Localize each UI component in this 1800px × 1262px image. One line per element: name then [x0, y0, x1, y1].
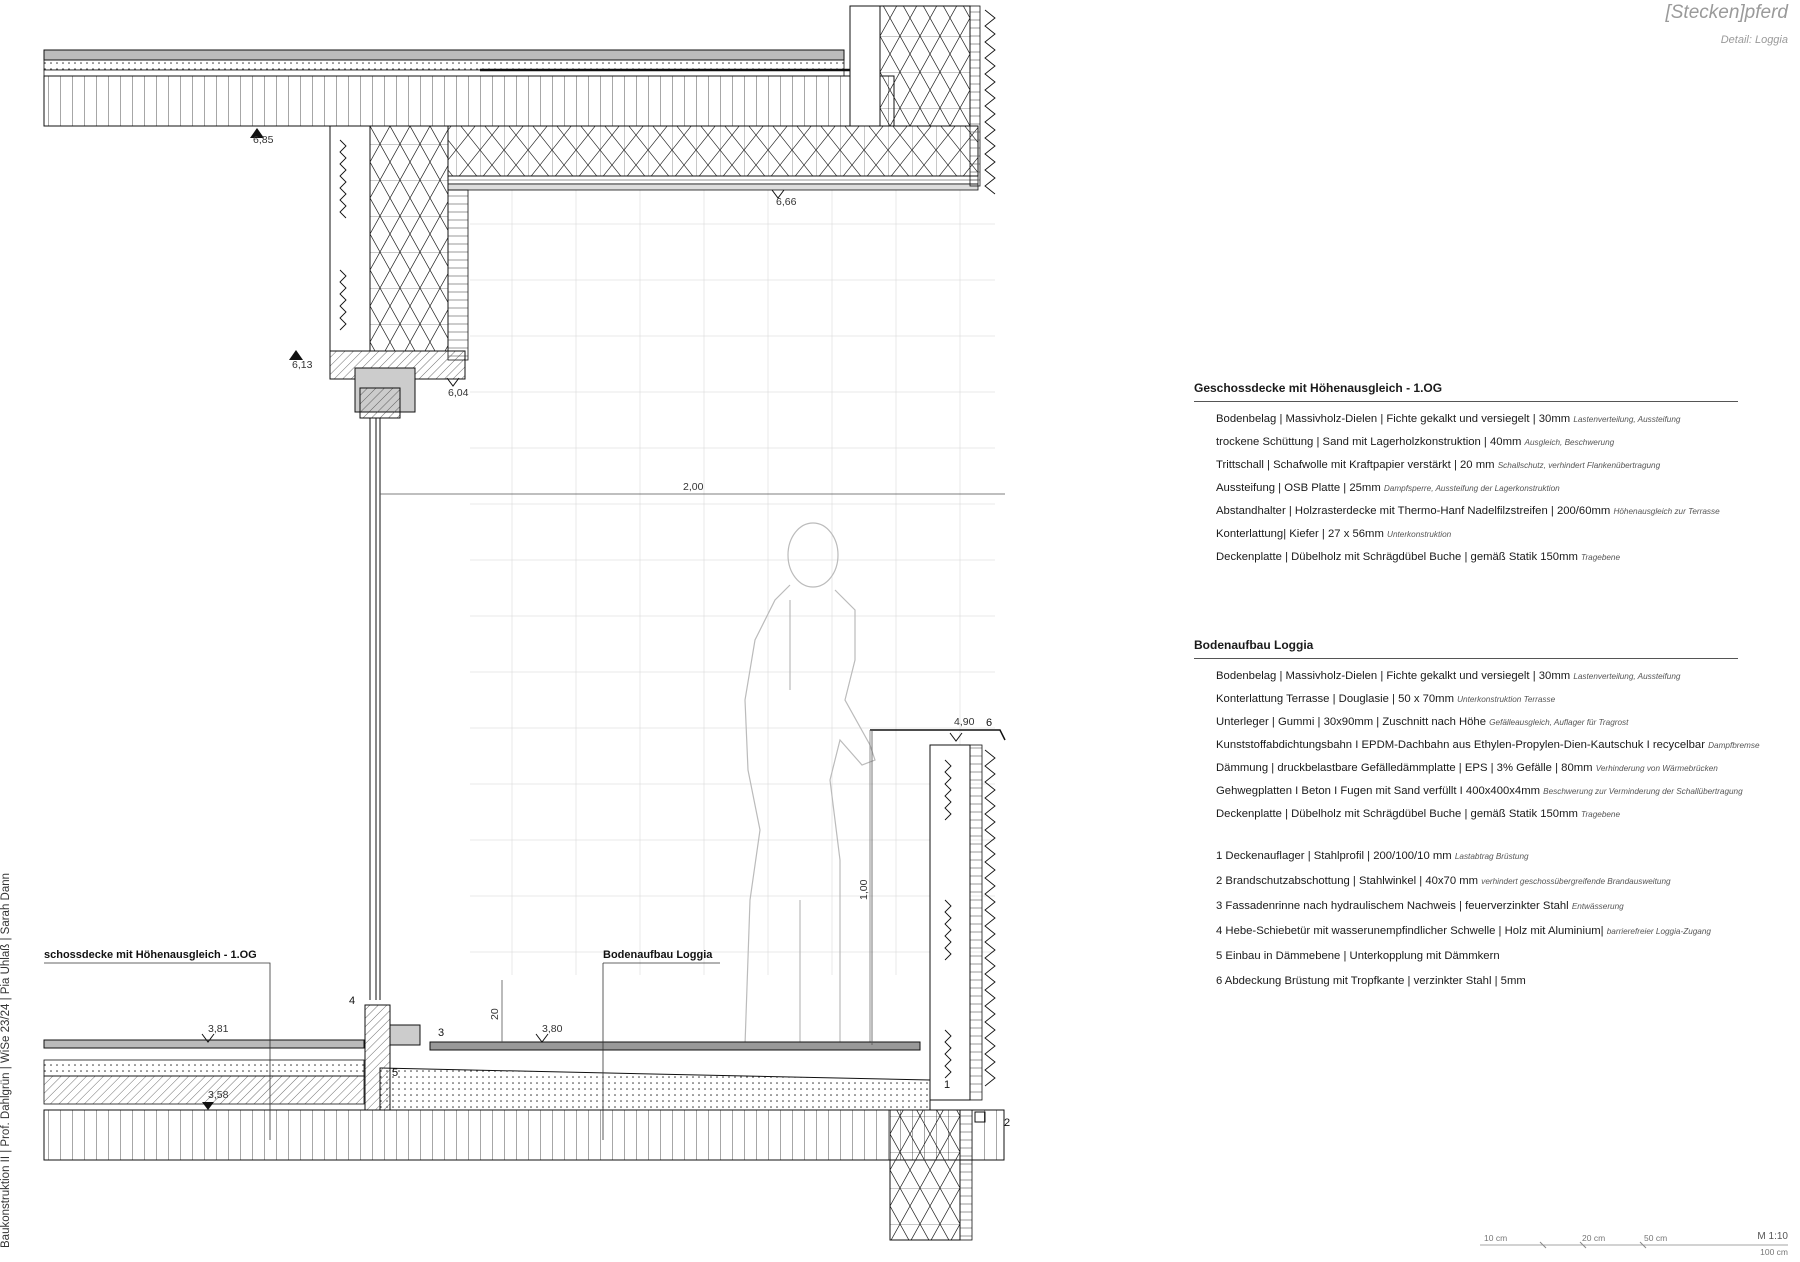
spec-loggia-floor — [1194, 638, 1760, 826]
svg-text:3,80: 3,80 — [542, 1023, 563, 1035]
svg-text:6,04: 6,04 — [448, 387, 469, 399]
spec-row: Gehwegplatten I Beton I Fugen mit Sand verfüllt I 400x400x4mm Beschwerung zur Verminderung der Schallübertragung — [1216, 785, 1743, 797]
level-marker-6-13 — [289, 350, 313, 371]
callout-2: 2 — [1004, 1117, 1010, 1129]
legend-item: 3 Fassadenrinne nach hydraulischem Nachweis | feuerverzinkter Stahl Entwässerung — [1216, 900, 1624, 912]
spec-row: Abstandhalter | Holzrasterdecke mit Thermo-Hanf Nadelfilzstreifen | 200/60mm Höhenausgleich zur Terrasse — [1216, 505, 1720, 517]
spec-upper-title: Geschossdecke mit Höhenausgleich - 1.OG — [1194, 381, 1738, 402]
spec-upper-floor — [1194, 381, 1738, 569]
scale-end: 100 cm — [1760, 1247, 1788, 1257]
spec-row: Kunststoffabdichtungsbahn I EPDM-Dachbahn aus Ethylen-Propylen-Dien-Kautschuk I recycelbar Dampfbremse — [1216, 739, 1760, 751]
level-marker-3-81 — [202, 1023, 229, 1042]
spec-row: Dämmung | druckbelastbare Gefälledämmplatte | EPS | 3% Gefälle | 80mm Verhinderung von Wärmebrücken — [1216, 762, 1718, 774]
svg-text:6,66: 6,66 — [776, 196, 797, 208]
svg-text:6,13: 6,13 — [292, 359, 313, 371]
callout-6: 6 — [986, 717, 993, 729]
scale-tick: 20 cm — [1582, 1233, 1606, 1243]
svg-text:4,90: 4,90 — [954, 716, 975, 728]
spec-row: Deckenplatte | Dübelholz mit Schrägdübel Buche | gemäß Statik 150mm Tragebene — [1216, 808, 1621, 820]
spec-row: trockene Schüttung | Sand mit Lagerholzkonstruktion | 40mm Ausgleich, Beschwerung — [1216, 436, 1615, 448]
legend-item: 2 Brandschutzabschottung | Stahlwinkel | 40x70 mm verhindert geschossübergreifende Brandausweitung — [1216, 875, 1671, 887]
background-wall — [470, 185, 995, 975]
svg-text:1,00: 1,00 — [858, 879, 870, 900]
svg-text:6,85: 6,85 — [253, 134, 274, 146]
spec-loggia-title: Bodenaufbau Loggia — [1194, 638, 1738, 659]
dimension-20 — [489, 980, 502, 1042]
upper-roof-insulation — [448, 126, 978, 190]
callout-1: 1 — [944, 1079, 951, 1091]
spec-row: Konterlattung Terrasse | Douglasie | 50 x 70mm Unterkonstruktion Terrasse — [1216, 693, 1556, 705]
callout-5: 5 — [392, 1067, 399, 1079]
scale-ratio: M 1:10 — [1757, 1231, 1788, 1242]
scale-tick: 10 cm — [1484, 1233, 1508, 1243]
svg-text:Bodenaufbau Loggia: Bodenaufbau Loggia — [603, 949, 713, 961]
svg-text:3,58: 3,58 — [208, 1089, 229, 1101]
window-glazing — [370, 418, 380, 1000]
detail-legend — [1216, 844, 1711, 994]
spec-row: Aussteifung | OSB Platte | 25mm Dampfsperre, Aussteifung der Lagerkonstruktion — [1216, 482, 1560, 494]
level-marker-3-80 — [536, 1023, 563, 1042]
level-marker-6-85 — [250, 128, 274, 146]
upper-slab — [44, 50, 894, 126]
svg-text:schossdecke mit Höhenausgleich: schossdecke mit Höhenausgleich - 1.OG — [44, 949, 257, 961]
left-wall-column — [330, 126, 468, 418]
scale-bar-line — [1480, 1233, 1788, 1253]
right-wall-lower — [890, 1110, 985, 1240]
legend-item: 4 Hebe-Schiebetür mit wasserunempfindlicher Schwelle | Holz mit Aluminium| barrierefreier Loggia-Zugang — [1216, 925, 1711, 937]
svg-text:2,00: 2,00 — [683, 481, 704, 493]
legend-item: 6 Abdeckung Brüstung mit Tropfkante | verzinkter Stahl | 5mm — [1216, 975, 1526, 987]
brand-title: [Stecken]pferd — [1665, 2, 1788, 23]
spec-row: Bodenbelag | Massivholz-Dielen | Fichte gekalkt und versiegelt | 30mm Lastenverteilung, Aussteifung — [1216, 670, 1681, 682]
spec-row: Konterlattung| Kiefer | 27 x 56mm Unterkonstruktion — [1216, 528, 1452, 540]
level-marker-6-04 — [447, 378, 469, 399]
spec-row: Bodenbelag | Massivholz-Dielen | Fichte gekalkt und versiegelt | 30mm Lastenverteilung, Aussteifung — [1216, 413, 1681, 425]
loggia-floor — [365, 1005, 930, 1110]
spec-row: Deckenplatte | Dübelholz mit Schrägdübel Buche | gemäß Statik 150mm Tragebene — [1216, 551, 1621, 563]
legend-item: 1 Deckenauflager | Stahlprofil | 200/100/10 mm Lastabtrag Brüstung — [1216, 850, 1529, 862]
spec-row: Trittschall | Schafwolle mit Kraftpapier verstärkt | 20 mm Schallschutz, verhindert Flankenübertragung — [1216, 459, 1661, 471]
svg-text:3,81: 3,81 — [208, 1023, 229, 1035]
scale-bar — [1480, 1231, 1788, 1257]
svg-text:20: 20 — [489, 1008, 501, 1020]
spec-row: Unterleger | Gummi | 30x90mm | Zuschnitt nach Höhe Gefälleausgleich, Auflager für Tragrost — [1216, 716, 1629, 728]
sheet-subtitle: Detail: Loggia — [1720, 34, 1788, 46]
callout-4: 4 — [349, 995, 356, 1007]
callout-3: 3 — [438, 1027, 445, 1039]
scale-tick: 50 cm — [1644, 1233, 1668, 1243]
legend-item: 5 Einbau in Dämmebene | Unterkopplung mit Dämmkern — [1216, 950, 1500, 962]
sidebar-credits: Baukonstruktion II | Prof. Dahlgrün | WiSe 23/24 | Pia Uhlaß | Sarah Dann — [0, 872, 12, 1248]
